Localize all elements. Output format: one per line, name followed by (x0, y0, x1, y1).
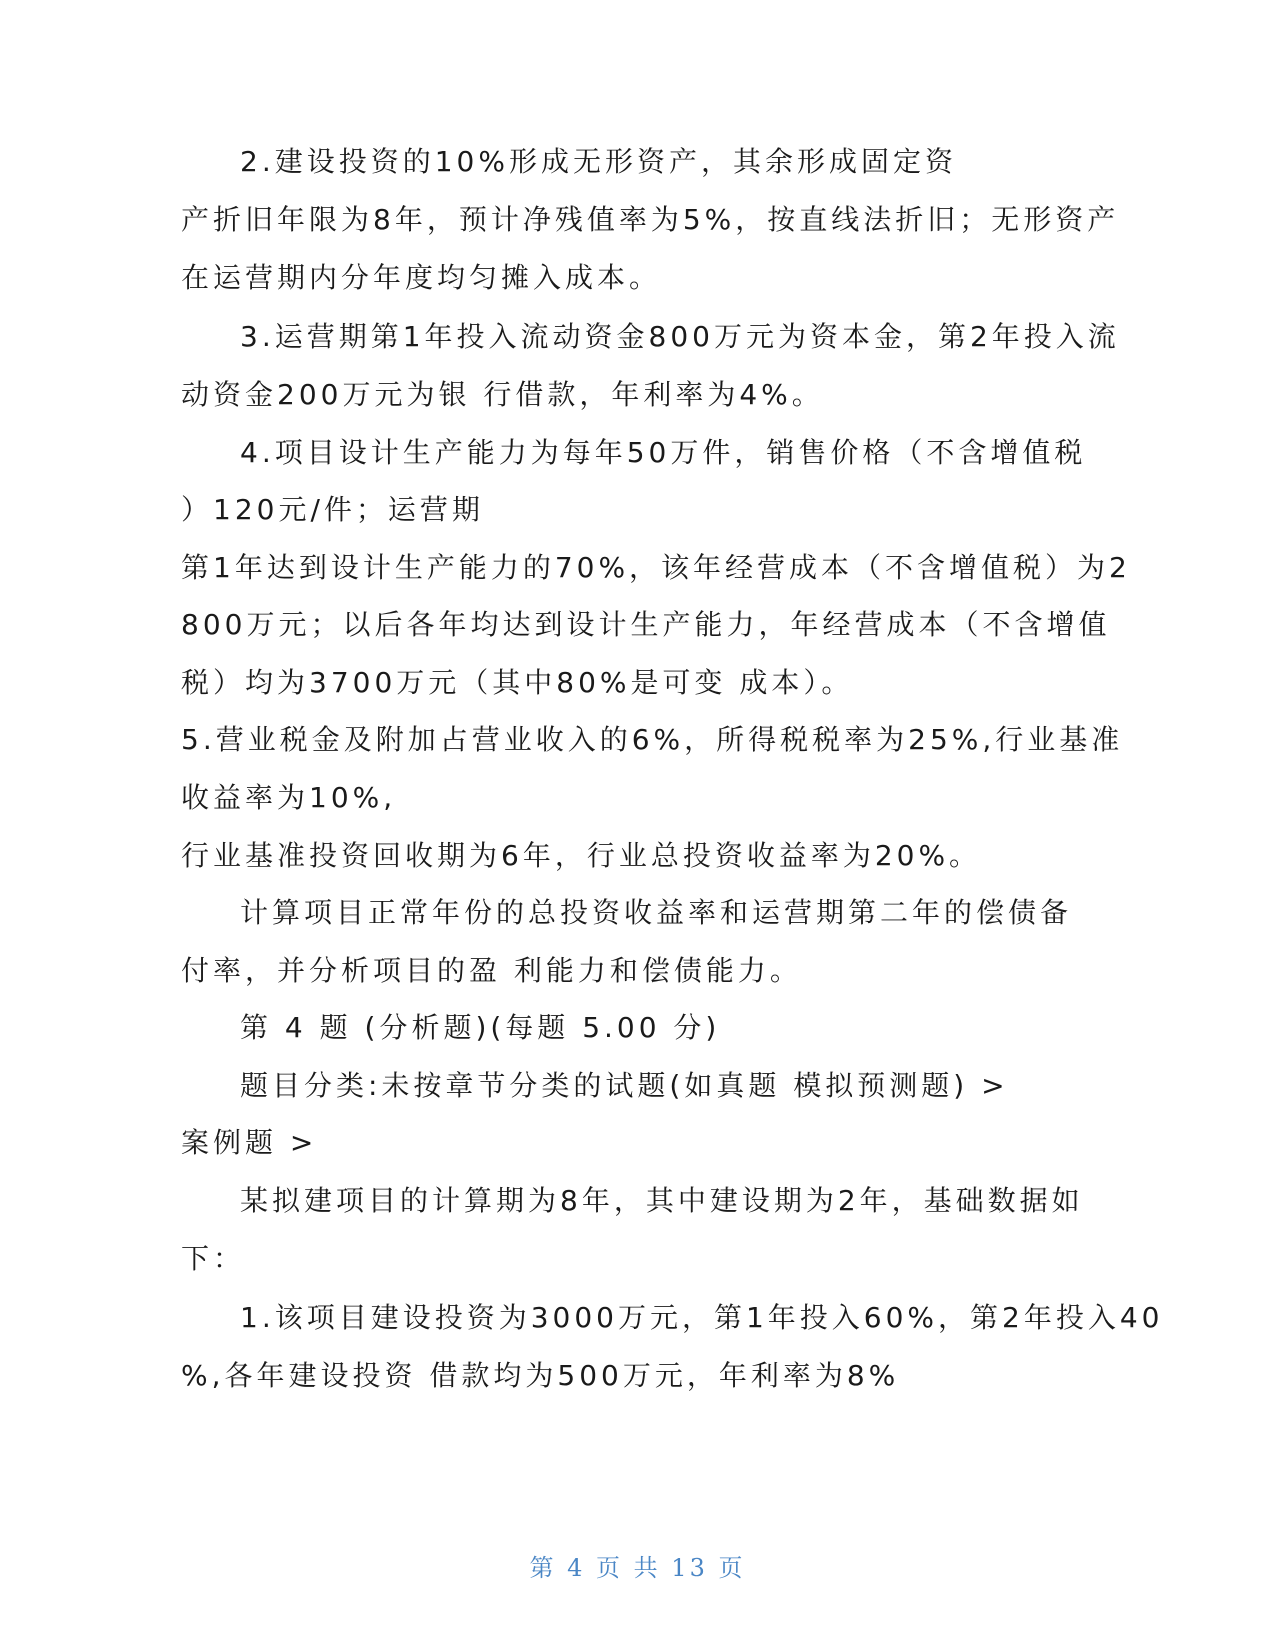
text-line: 800万元；以后各年均达到设计生产能力，年经营成本（不含增值 (181, 608, 1111, 641)
text-line: ）120元/件；运营期 (181, 493, 484, 526)
text-line: 3.运营期第1年投入流动资金800万元为资本金，第2年投入流 (240, 320, 1120, 353)
text-line: 下： (181, 1242, 246, 1275)
question-category: 题目分类:未按章节分类的试题(如真题 模拟预测题) > (240, 1069, 1009, 1102)
text-line: 在运营期内分年度均匀摊入成本。 (181, 261, 662, 294)
question-heading: 第 4 题 (分析题)(每题 5.00 分) (240, 1011, 721, 1044)
text-line: 行业基准投资回收期为6年，行业总投资收益率为20%。 (181, 839, 982, 872)
text-line: 1.该项目建设投资为3000万元，第1年投入60%，第2年投入40 (240, 1301, 1164, 1334)
text-line: 2.建设投资的10%形成无形资产，其余形成固定资 (240, 145, 957, 178)
text-line: 某拟建项目的计算期为8年，其中建设期为2年，基础数据如 (240, 1184, 1084, 1217)
text-line: 第1年达到设计生产能力的70%，该年经营成本（不含增值税）为2 (181, 551, 1131, 584)
text-line: 收益率为10%, (181, 781, 397, 814)
text-line: 付率，并分析项目的盈 利能力和偿债能力。 (181, 954, 802, 987)
text-line: 产折旧年限为8年，预计净残值率为5%，按直线法折旧；无形资产 (181, 203, 1120, 236)
text-line: 动资金200万元为银 行借款，年利率为4%。 (181, 378, 824, 411)
text-line: %,各年建设投资 借款均为500万元，年利率为8% (181, 1359, 900, 1392)
text-line: 4.项目设计生产能力为每年50万件，销售价格（不含增值税 (240, 436, 1087, 469)
text-line: 税）均为3700万元（其中80%是可变 成本）。 (181, 666, 854, 699)
question-category-continued: 案例题 > (181, 1126, 318, 1159)
text-line: 5.营业税金及附加占营业收入的6%，所得税税率为25%,行业基准 (181, 723, 1124, 756)
text-line: 计算项目正常年份的总投资收益率和运营期第二年的偿债备 (240, 896, 1073, 929)
page-number-footer: 第 4 页 共 13 页 (529, 1554, 746, 1582)
